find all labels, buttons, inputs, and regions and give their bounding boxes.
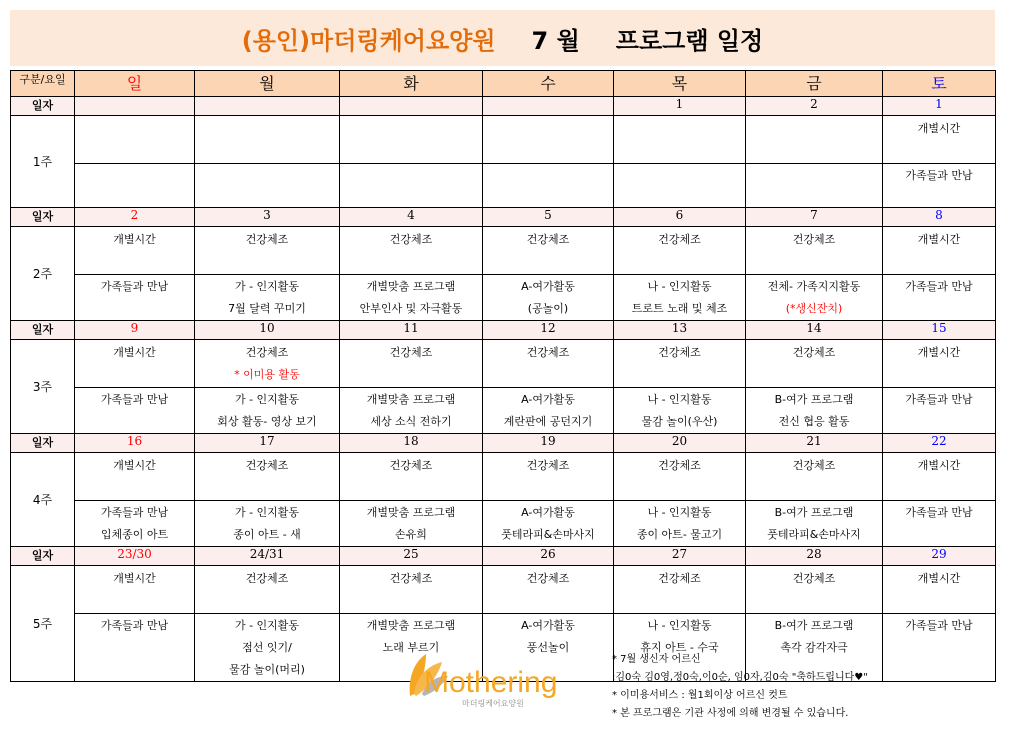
activity-text: 건강체조 [245,346,289,359]
activity-cell-thursday [614,340,746,388]
activity-cell-sunday [75,116,195,164]
activity-text: 가족들과 만남 [100,506,169,519]
activity-text: 개별맞춤 프로그램 [366,280,456,293]
activity-text: 가 - 인지활동 [234,506,300,519]
date-cell-friday: 21 [746,434,883,453]
activity-text: B-여가 프로그램 [774,393,854,406]
activity-cell-thursday [614,227,746,275]
notes-block [612,651,868,723]
date-cell-wednesday [483,97,614,116]
date-row-label: 일자 [11,434,75,453]
activity-text: 세상 소식 전하기 [370,415,452,428]
activity-cell-monday [195,388,340,434]
activity-cell-friday [746,566,883,614]
activity-cell-saturday [883,566,996,614]
activity-cell-tuesday [340,388,483,434]
activity-text: 풋테라피&손마사지 [767,528,861,541]
day-tuesday: 화 [340,71,483,97]
date-cell-saturday: 15 [883,321,996,340]
activity-text: 물감 놀이(머리) [229,663,305,676]
activity-text: 나 - 인지활동 [647,619,712,632]
title-bar [10,10,995,66]
activity-text: B-여가 프로그램 [774,506,854,519]
activity-cell-saturday [883,501,996,547]
date-cell-wednesday: 19 [483,434,614,453]
activity-text: 종이 아트- 물고기 [636,528,723,541]
activity-text: * 이미용 활동 [234,368,300,381]
activity-text: 가족들과 만남 [100,393,169,406]
week-label: 2주 [11,227,75,321]
activity-text: 7월 달력 꾸미기 [228,302,306,315]
activity-text: 입체종이 아트 [100,528,169,541]
date-cell-sunday: 16 [75,434,195,453]
activity-text: 가족들과 만남 [100,280,169,293]
date-row-label: 일자 [11,97,75,116]
activity-text: 건강체조 [389,233,433,246]
activity-cell-friday [746,388,883,434]
activity-text: 건강체조 [526,572,570,585]
activity-text: 개별시간 [113,572,156,585]
activity-cell-wednesday [483,388,614,434]
activity-text: 노래 부르기 [382,641,440,654]
date-cell-saturday: 1 [883,97,996,116]
activity-text: 건강체조 [245,233,289,246]
activity-text: 회상 활동- 영상 보기 [217,415,317,428]
month-label: 7 월 [531,26,580,55]
date-cell-thursday: 27 [614,547,746,566]
activity-text: 개별시간 [917,572,961,585]
date-cell-thursday: 1 [614,97,746,116]
activity-cell-saturday [883,614,996,682]
activity-cell-tuesday [340,453,483,501]
date-cell-friday: 7 [746,208,883,227]
date-cell-tuesday: 25 [340,547,483,566]
date-cell-monday: 24/31 [195,547,340,566]
date-cell-thursday: 6 [614,208,746,227]
date-cell-monday: 17 [195,434,340,453]
activity-cell-saturday [883,340,996,388]
activity-cell-tuesday [340,227,483,275]
activity-cell-sunday [75,164,195,208]
day-sunday: 일 [75,71,195,97]
activity-text: 손유희 [395,528,427,541]
date-cell-thursday: 13 [614,321,746,340]
activity-cell-monday [195,566,340,614]
activity-text: 건강체조 [245,572,289,585]
note-2: :김0숙 김0영,정0숙,이0순, 임0자,김0숙 "축하드립니다♥" [612,672,868,683]
note-4: * 본 프로그램은 기관 사정에 의해 변경될 수 있습니다. [612,708,849,719]
activity-text: 개별시간 [113,346,156,359]
activity-cell-thursday [614,453,746,501]
date-cell-wednesday: 12 [483,321,614,340]
activity-cell-thursday [614,116,746,164]
activity-text: 계란판에 공던지기 [503,415,593,428]
activity-cell-monday [195,116,340,164]
activity-text: 전체- 가족지지활동 [767,280,861,293]
week-label: 1주 [11,116,75,208]
activity-text: 가족들과 만남 [905,619,973,632]
activity-cell-saturday [883,388,996,434]
activity-cell-saturday [883,164,996,208]
activity-text: 안부인사 및 자극활동 [359,302,463,315]
activity-text: 트로트 노래 및 체조 [631,302,728,315]
date-cell-sunday [75,97,195,116]
day-saturday: 토 [883,71,996,97]
activity-text: 나 - 인지활동 [647,280,712,293]
activity-text: 개별시간 [113,459,156,472]
activity-text: 건강체조 [792,233,836,246]
activity-cell-tuesday [340,275,483,321]
activity-cell-wednesday [483,453,614,501]
activity-cell-tuesday [340,566,483,614]
activity-text: 건강체조 [792,459,836,472]
date-cell-thursday: 20 [614,434,746,453]
activity-row [11,501,996,547]
date-row [11,547,996,566]
activity-cell-monday [195,453,340,501]
activity-text: 점선 잇기/ [242,641,292,654]
activity-cell-sunday [75,566,195,614]
activity-text: 가족들과 만남 [905,280,973,293]
activity-cell-wednesday [483,501,614,547]
weekday-header-row [11,71,996,97]
activity-cell-friday [746,227,883,275]
day-wednesday: 수 [483,71,614,97]
date-row [11,208,996,227]
date-cell-monday [195,97,340,116]
activity-text: 풍선놀이 [526,641,570,654]
activity-text: 건강체조 [658,572,701,585]
activity-cell-tuesday [340,340,483,388]
date-cell-sunday: 2 [75,208,195,227]
week-label: 3주 [11,340,75,434]
activity-text: A-여가활동 [521,619,575,632]
activity-text: 전신 협응 활동 [778,415,850,428]
activity-cell-wednesday [483,227,614,275]
activity-cell-wednesday [483,275,614,321]
activity-row [11,340,996,388]
activity-text: 가 - 인지활동 [234,619,300,632]
activity-cell-friday [746,116,883,164]
activity-row [11,275,996,321]
activity-cell-sunday [75,453,195,501]
note-1: * 7월 생신자 어르신 [612,654,701,665]
activity-text: 가 - 인지활동 [234,280,300,293]
activity-text: 건강체조 [792,346,836,359]
activity-cell-thursday [614,388,746,434]
activity-cell-tuesday [340,501,483,547]
header-label: 구분/요일 [11,71,75,97]
date-cell-friday: 14 [746,321,883,340]
activity-text: A-여가활동 [521,393,575,406]
activity-text: 휴지 아트 - 수국 [640,641,719,654]
activity-cell-monday [195,164,340,208]
activity-text: 건강체조 [658,459,701,472]
date-cell-friday: 2 [746,97,883,116]
facility-name: (용인)마더링케어요양원 [241,26,496,55]
activity-row [11,164,996,208]
activity-text: 가족들과 만남 [905,506,973,519]
activity-cell-monday [195,340,340,388]
activity-text: 건강체조 [389,346,433,359]
activity-text: 가족들과 만남 [905,169,973,182]
activity-cell-friday [746,453,883,501]
activity-text: A-여가활동 [521,506,575,519]
logo-sub: 마더링케어요양원 [462,699,524,708]
activity-cell-monday [195,227,340,275]
date-cell-tuesday: 18 [340,434,483,453]
activity-text: 건강체조 [658,233,701,246]
activity-cell-friday [746,164,883,208]
activity-cell-saturday [883,453,996,501]
activity-cell-wednesday [483,116,614,164]
activity-cell-saturday [883,227,996,275]
date-cell-tuesday [340,97,483,116]
activity-cell-friday [746,275,883,321]
week-label: 4주 [11,453,75,547]
date-cell-monday: 10 [195,321,340,340]
activity-text: 건강체조 [389,459,433,472]
activity-text: 풋테라피&손마사지 [501,528,595,541]
day-friday: 금 [746,71,883,97]
note-3: * 이미용서비스 : 월1회이상 어르신 컷트 [612,690,788,701]
activity-cell-monday [195,275,340,321]
date-cell-sunday: 23/30 [75,547,195,566]
date-row-label: 일자 [11,208,75,227]
activity-row [11,227,996,275]
activity-cell-wednesday [483,340,614,388]
activity-text: (공놀이) [527,302,569,315]
activity-text: 개별시간 [917,346,961,359]
activity-cell-thursday [614,164,746,208]
week-label: 5주 [11,566,75,682]
date-row [11,434,996,453]
activity-text: 나 - 인지활동 [647,393,712,406]
activity-text: 건강체조 [526,233,570,246]
activity-cell-wednesday [483,164,614,208]
activity-cell-sunday [75,501,195,547]
mothering-logo [404,648,564,710]
day-thursday: 목 [614,71,746,97]
activity-text: 촉각 감각자극 [780,641,848,654]
activity-text: 개별시간 [917,233,961,246]
activity-text: 건강체조 [526,459,570,472]
activity-cell-tuesday [340,164,483,208]
activity-text: 나 - 인지활동 [647,506,712,519]
activity-cell-wednesday [483,566,614,614]
activity-text: 가족들과 만남 [100,619,169,632]
activity-text: 건강체조 [526,346,570,359]
activity-cell-sunday [75,388,195,434]
activity-text: 개별시간 [917,459,961,472]
activity-cell-sunday [75,340,195,388]
activity-cell-tuesday [340,116,483,164]
date-row-label: 일자 [11,321,75,340]
activity-text: 건강체조 [389,572,433,585]
date-cell-monday: 3 [195,208,340,227]
date-cell-sunday: 9 [75,321,195,340]
activity-text: 개별맞춤 프로그램 [366,506,456,519]
schedule-table [10,70,996,682]
activity-cell-sunday [75,614,195,682]
activity-cell-thursday [614,566,746,614]
activity-text: (*생신잔치) [785,302,843,315]
activity-text: 가족들과 만남 [905,393,973,406]
date-cell-friday: 28 [746,547,883,566]
date-cell-tuesday: 4 [340,208,483,227]
activity-cell-friday [746,501,883,547]
activity-row [11,388,996,434]
date-cell-saturday: 22 [883,434,996,453]
date-row-label: 일자 [11,547,75,566]
activity-text: 건강체조 [245,459,289,472]
activity-cell-saturday [883,275,996,321]
activity-cell-thursday [614,275,746,321]
activity-cell-sunday [75,275,195,321]
date-cell-saturday: 8 [883,208,996,227]
activity-cell-monday [195,614,340,682]
date-cell-tuesday: 11 [340,321,483,340]
date-row [11,97,996,116]
activity-cell-sunday [75,227,195,275]
activity-row [11,116,996,164]
program-title: 프로그램 일정 [615,26,764,55]
activity-text: 가 - 인지활동 [234,393,300,406]
activity-cell-monday [195,501,340,547]
activity-text: 개별시간 [113,233,156,246]
activity-row [11,453,996,501]
activity-text: 물감 놀이(우산) [641,415,718,428]
activity-cell-friday [746,340,883,388]
activity-cell-thursday [614,501,746,547]
activity-text: 건강체조 [792,572,836,585]
activity-row [11,566,996,614]
logo-word-text: Mothering [424,666,558,699]
date-cell-saturday: 29 [883,547,996,566]
activity-text: 종이 아트 - 새 [233,528,301,541]
logo-word [424,666,557,699]
activity-text: 개별맞춤 프로그램 [366,619,456,632]
date-row [11,321,996,340]
date-cell-wednesday: 5 [483,208,614,227]
activity-text: A-여가활동 [521,280,575,293]
activity-text: B-여가 프로그램 [774,619,854,632]
date-cell-wednesday: 26 [483,547,614,566]
day-monday: 월 [195,71,340,97]
activity-cell-saturday [883,116,996,164]
activity-text: 개별시간 [917,122,961,135]
activity-text: 건강체조 [658,346,701,359]
activity-text: 개별맞춤 프로그램 [366,393,456,406]
